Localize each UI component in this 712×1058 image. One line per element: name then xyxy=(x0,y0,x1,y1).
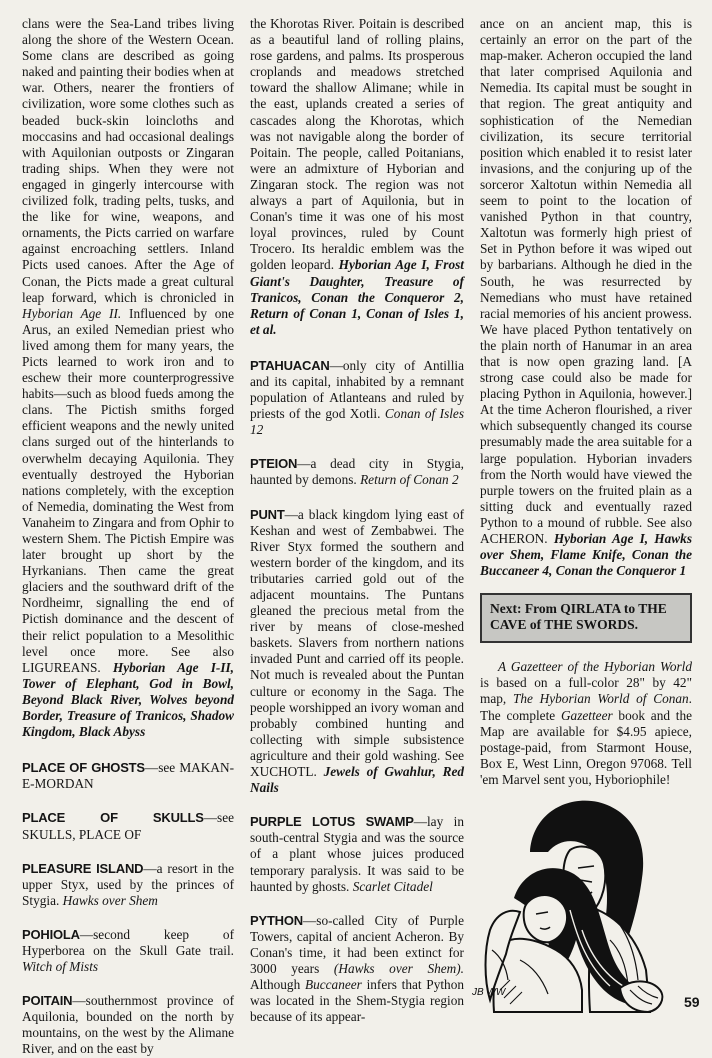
headword: PLACE OF SKULLS xyxy=(22,810,204,826)
column-middle xyxy=(250,16,464,1025)
gazetteer-note: A Gazetteer of the Hyborian World is based on a full-color 28" by 42" map, The Hyborian World of Conan. The complete Gazetteer book and the Map are available for $4.95 apiece, postage-paid, from Starmont House, Box E, West Linn, Oregon 97068. Tell 'em Marvel sent you, Hyboriophile! xyxy=(480,659,692,787)
entry-python: PYTHON—so-called City of Purple Towers, capital of ancient Acheron. By Conan's time, it had been extinct for 3000 years (Hawks over Shem). Although Buccaneer infers that Python was located in the Shem-Stygia region because of its appear- xyxy=(250,912,464,1025)
entry-pleasure-island: PLEASURE ISLAND—a resort in the upper Styx, used by the princes of Stygia. Hawks over Shem xyxy=(22,860,234,908)
headword: PTEION xyxy=(250,456,298,472)
entry-place-of-ghosts: PLACE OF GHOSTS—see MAKAN-E-MORDAN xyxy=(22,760,235,792)
next-issue-box: Next: From QIRLATA to THE CAVE of THE SWORDS. xyxy=(480,593,692,643)
entry-pohiola: POHIOLA—second keep of Hyperborea on the Skull Gate trail. Witch of Mists xyxy=(22,926,234,975)
illustration-embracing-couple xyxy=(470,790,680,1015)
woman-face xyxy=(524,895,567,942)
artist-signature: JB WW xyxy=(472,987,506,998)
headword: PLEASURE ISLAND xyxy=(22,860,144,876)
headword: PURPLE LOTUS SWAMP xyxy=(250,814,414,830)
entry-pteion: PTEION—a dead city in Stygia, haunted by demons. Return of Conan 2 xyxy=(250,456,464,488)
headword: POHIOLA xyxy=(22,926,80,942)
entry-poitain: POITAIN—southernmost province of Aquilonia, bounded on the north by mountains, on the west by the Alimane River, and on the east by xyxy=(22,993,234,1057)
entry-poitain-continued: the Khorotas River. Poitain is described as a beautiful land of rolling plains, rose gardens, and palms. Its prosperous croplands and meadows stretched toward the shallow Alimane; while in the east, uplands created a series of cascades along the Khorotas, which was not navigable along the border of Poitain. The people, called Poitanians, were an admixture of Hyborian and Zingaran stock. The region was not always a part of Aquilonia, but in Conan's time it was one of his most loyal provinces, ruled by Count Trocero. Its heraldic emblem was the golden leopard. Hyborian Age I, Frost Giant's Daughter, Treasure of Tranicos, Conan the Conqueror 2, Return of Conan 1, Conan of Isles 1, et al. xyxy=(250,16,464,337)
headword: PYTHON xyxy=(250,912,303,928)
page-number: 59 xyxy=(684,994,700,1010)
column-left xyxy=(22,16,234,1058)
headword: PUNT xyxy=(250,506,285,522)
entry-picts-continued: clans were the Sea-Land tribes living along the shore of the Western Ocean. Some clans are described as going naked and painting their bodies when at war. Others, nearer the frontiers of civilization, wore some clothes such as beaded buck-skin loincloths and moccasins and had occasional dealings with Aquilonian outposts or Zingaran trading ships. When they were not engaged in gingerly intercourse with civilized folk, trading pelts, tusks, and the like for wine, weapons, and ornaments, the Picts carried on warfare against encroaching settlers. Inland Picts used canoes. After the Age of Conan, the Picts made a great cultural leap forward, which is chronicled in Hyborian Age II. Influenced by one Arus, an exiled Nemedian priest who lived among them for many years, the Picts learned to work iron and to eschew their more counterprogressive habits—such as blood fueds among the clans. The Pictish smiths forged efficient weapons and the newly united clans surged out of the hinterlands to overwhelm decaying Aquilonia. They eventually destroyed the Hyborian nations completely, with the exception of Nemedia, dominating the West from Vanaheim to Zingara and from Ophir to western Shem. The Pictish Empire was later brought up short by the Hyrkanians. Then came the great glaciers and the southward drift of the Nordheimr, signalling the end of Pictish dominance and the descent of their relict population to a Mesolithic level once more. See also LIGUREANS. Hyborian Age I-II, Tower of Elephant, God in Bowl, Beyond Black River, Wolves beyond Border, Treasure of Tranicos, Shadow Kingdom, Black Abyss xyxy=(22,16,235,740)
entry-place-of-skulls: PLACE OF SKULLS—see SKULLS, PLACE OF xyxy=(22,810,234,842)
headword: PTAHUACAN xyxy=(250,357,330,373)
column-right xyxy=(480,16,692,806)
entry-ptahuacan: PTAHUACAN—only city of Antillia and its capital, inhabited by a remnant population of Atlanteans and ruled by priests of the god Xotli. Conan of Isles 12 xyxy=(250,357,465,438)
entry-python-continued: ance on an ancient map, this is certainly an error on the part of the map-maker. Acheron occupied the land that later comprised Aquilonia and Nemedia. Its capital must be sought in that region. The great antiquity and sophistication of the Nemedian civilization, its secure territorial position which enabled it to resist later invasions, and the conjuring up of the sorceror Xaltotun within Nemedia all seem to point to the location of vanished Python in that country, Xaltotun was formerly high priest of Set in Python before it was wiped out by barbarians. Although he died in the South, he was resurrected by Nemedians who must have retained racial memories of his ancient prowess. We have placed Python tentatively on the plain north of Hanumar in an area that is now open grazing land. [A strong case could also be made for placing Python in Aquilonia, however.] At the time Acheron flourished, a river which subsequently changed its course presumably made the area suitable for a large population. Hyborian invaders from the North would have viewed the purple towers on the fruited plain as a sitting duck and eventually razed Python to a mound of rubble. See also ACHERON. Hyborian Age I, Hawks over Shem, Flame Knife, Conan the Buccaneer 4, Conan the Conqueror 1 xyxy=(480,16,692,579)
entry-purple-lotus-swamp: PURPLE LOTUS SWAMP—lay in south-central Stygia and was the source of a plant whose juices produced temporary paralysis. It was said to be haunted by ghosts. Scarlet Citadel xyxy=(250,814,464,894)
entry-punt: PUNT—a black kingdom lying east of Keshan and west of Zembabwei. The River Styx formed the southern and western border of the kingdom, and its tributaries carried gold out of the adjacent mountains. The Puntans gleaned the precious metal from the river by means of close-meshed baskets. Slavers from northern nations invaded Punt and carried off its people. Not much is revealed about the Puntan culture or economy in the Saga. The people worshipped an ivory woman and probably combined hunting and collecting with simple subsistence agriculture and their gold washing. See XUCHOTL. Jewels of Gwahlur, Red Nails xyxy=(250,506,464,796)
headword: PLACE OF GHOSTS xyxy=(22,760,145,776)
headword: POITAIN xyxy=(22,993,73,1009)
